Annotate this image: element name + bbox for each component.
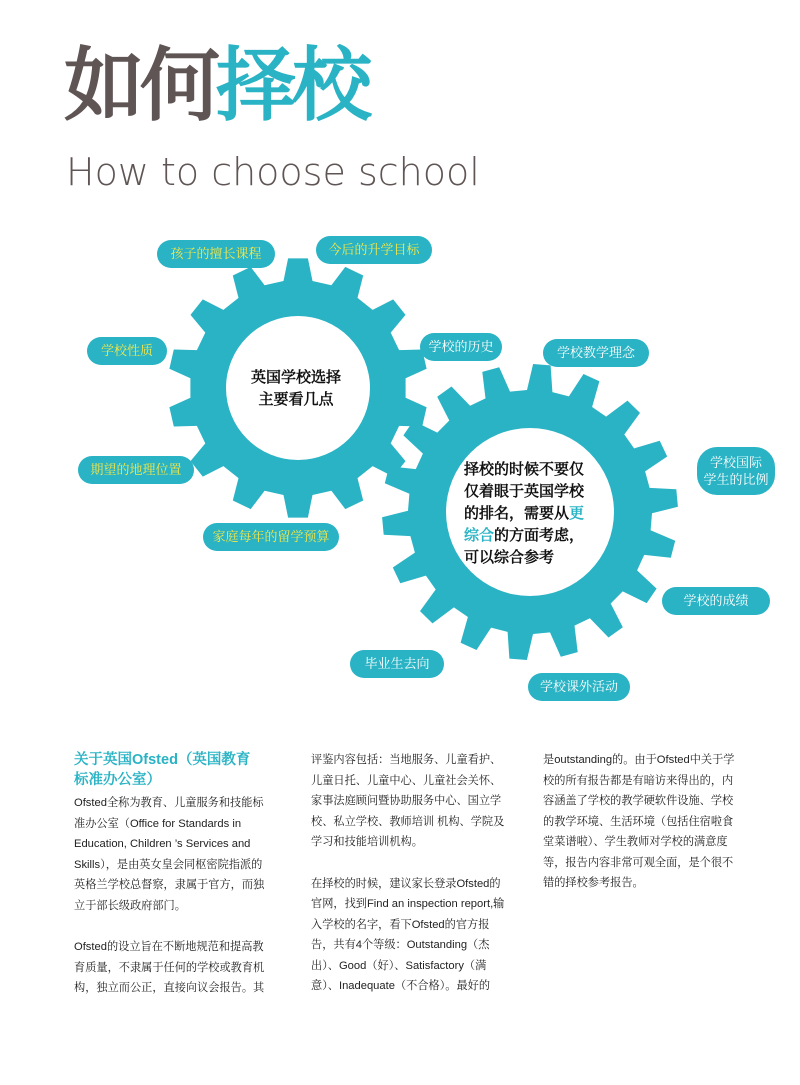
article-column-1 <box>74 750 272 999</box>
factor-pill: 家庭每年的留学预算 <box>203 523 339 551</box>
paragraph: Ofsted全称为教育、儿童服务和技能标准办公室（Office for Standards in Education, Children ’s Services and Skills），是由英女皇会同枢密院指派的英格兰学校总督察，隶属于官方，而独立于部长级政府部门。 <box>74 797 265 912</box>
factor-pill: 学校的历史 <box>420 333 502 361</box>
factor-pill-two-line: 学校国际 学生的比例 <box>697 447 775 495</box>
small-gear-center-text: 英国学校选择 主要看几点 <box>250 369 341 408</box>
factor-pill: 毕业生去向 <box>350 650 444 678</box>
large-gear-center-text: 择校的时候不要仅 仅着眼于英国学校 的排名，需要从更 综合的方面考虑， 可以综合参考 <box>464 461 585 566</box>
factor-pill: 学校教学理念 <box>543 339 649 367</box>
factor-pill: 今后的升学目标 <box>316 236 432 264</box>
page-title-dark: 如何 <box>64 39 216 132</box>
page-title-teal: 择校 <box>216 39 368 132</box>
article-column-2 <box>311 750 507 997</box>
factor-pill: 学校的成绩 <box>662 587 770 615</box>
factor-pill: 孩子的擅长课程 <box>157 240 275 268</box>
article-heading: 关于英国Ofsted（英国教育 标准办公室） <box>74 752 251 788</box>
paragraph: Ofsted的设立旨在不断地规范和提高教育质量，不隶属于任何的学校或教育机构，独立而公正，直接向议会报告。其 <box>74 941 265 994</box>
paragraph: 评鉴内容包括：当地服务、儿童看护、儿童日托、儿童中心、儿童社会关怀、家事法庭顾问暨协助服务中心、国立学校、私立学校、教师培训 机构、学院及学习和技能培训机构。 <box>311 754 505 848</box>
factor-pill: 学校课外活动 <box>528 673 630 701</box>
article-column-3 <box>543 750 739 894</box>
paragraph: 在择校的时候，建议家长登录Ofsted的官网，找到Find an inspection report,输入学校的名字，看下Ofsted的官方报告，共有4个等级：Outstanding（杰出）、Good（好）、Satisfactory（满意）、Inadequate（不合格）。最好的 <box>311 877 505 992</box>
paragraph: 是outstanding的。由于Ofsted中关于学校的所有报告都是有暗访来得出的，内容涵盖了学校的教学硬软件设施、学校的教学环境、生活环境（包括住宿啦食堂菜谱啦）、学生教师对学校的满意度等，报告内容非常可观全面，是个很不错的择校参考报告。 <box>543 754 735 889</box>
page-subtitle: How to choose school <box>66 150 480 194</box>
factor-pill: 期望的地理位置 <box>78 456 194 484</box>
factor-pill: 学校性质 <box>87 337 167 365</box>
